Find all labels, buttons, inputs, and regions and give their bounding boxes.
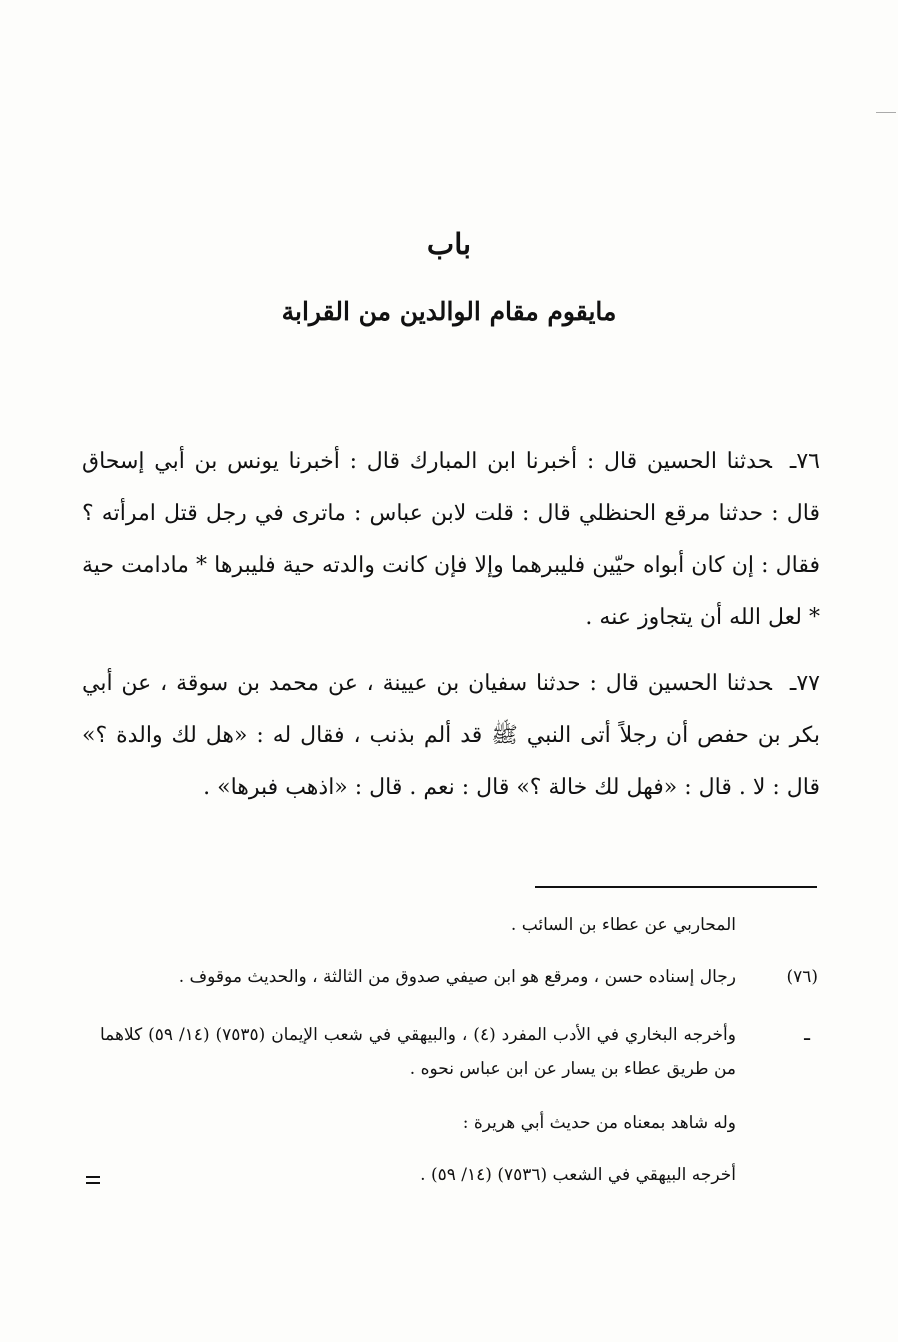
hadith-76 (82, 436, 820, 644)
margin-mark (876, 112, 896, 113)
continuation-mark (86, 1176, 100, 1184)
footnote-dash: ـ (804, 1021, 810, 1045)
hadith-number: ٧٦ـ (789, 449, 820, 474)
footnote-76-text: رجال إسناده حسن ، ومرقع هو ابن صيفي صدوق من الثالثة ، والحديث موقوف . (178, 967, 736, 987)
footnote-bayhaqi: أخرجه البيهقي في الشعب (٧٥٣٦) (١٤/ ٥٩) . (420, 1165, 736, 1185)
chapter-title: مايقوم مقام الوالدين من القرابة (281, 297, 617, 326)
chapter-heading: باب (426, 227, 472, 261)
footnote-separator (535, 886, 817, 888)
footnote-shahid: وله شاهد بمعناه من حديث أبي هريرة : (462, 1113, 736, 1133)
footnote-76-marker: (٧٦) (786, 967, 818, 987)
hadith-77 (82, 658, 820, 814)
footnote-continuation: المحاربي عن عطاء بن السائب . (510, 915, 736, 935)
hadith-text: حدثنا الحسين قال : أخبرنا ابن المبارك قال : أخبرنا يونس بن أبي إسحاق قال : حدثنا مرقع الحنظلي قال : قلت لابن عباس : ماترى في رجل قتل امرأته ؟ فقال : إن كان أبواه حيّين فليبرهما وإلا فإن كانت والدته حية فليبرها * مادامت حية * لعل الله أن يتجاوز عنه . (82, 449, 820, 630)
hadith-text: حدثنا الحسين قال : حدثنا سفيان بن عيينة ، عن محمد بن سوقة ، عن أبي بكر بن حفص أن رجلاً أتى النبي ﷺ قد ألم بذنب ، فقال له : «هل لك والدة ؟» قال : لا . قال : «فهل لك خالة ؟» قال : نعم . قال : «اذهب فبرها» . (82, 671, 820, 800)
hadith-number: ٧٧ـ (789, 671, 820, 696)
footnote-bukhari: وأخرجه البخاري في الأدب المفرد (٤) ، والبيهقي في شعب الإيمان (٧٥٣٥) (١٤/ ٥٩) كلاهما من طريق عطاء بن يسار عن ابن عباس نحوه . (100, 1025, 736, 1079)
